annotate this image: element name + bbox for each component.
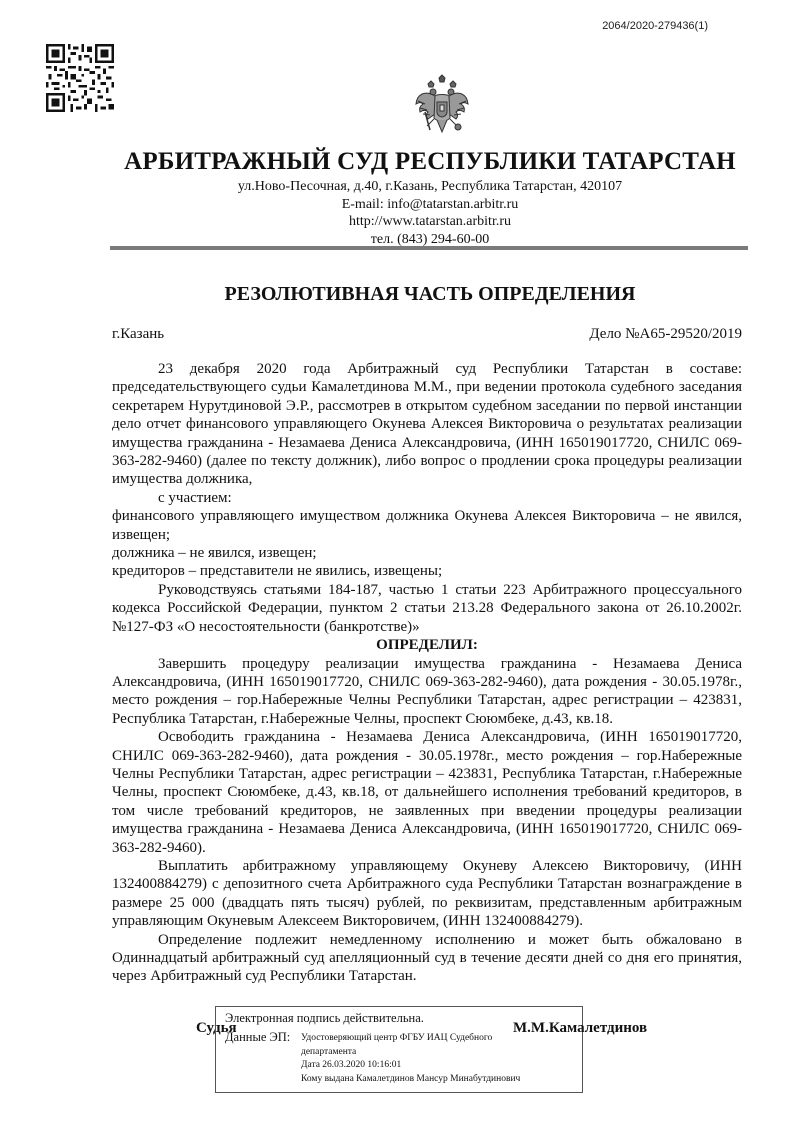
document-id: 2064/2020-279436(1) [602,20,708,32]
document-title: РЕЗОЛЮТИВНАЯ ЧАСТЬ ОПРЕДЕЛЕНИЯ [224,283,636,305]
esig-issued-to: Кому выдана Камалетдинов Мансур Минабутдинович [301,1073,521,1084]
esig-data-label: Данные ЭП: [225,1030,291,1044]
court-website: http://www.tatarstan.arbitr.ru [349,214,511,229]
ruling-heading: ОПРЕДЕЛИЛ: [376,637,478,654]
court-name: АРБИТРАЖНЫЙ СУД РЕСПУБЛИКИ ТАТАРСТАН [124,148,736,175]
appeal-paragraph: Определение подлежит немедленному исполнению и может быть обжаловано в Одиннадцатый арбитражный суд апелляционный суд в течение десяти дней со дня его принятия, через Арбитражный суд Республики Татарстан. [112,931,742,985]
esig-valid-text: Электронная подпись действительна. [225,1011,424,1025]
judge-label: Судья [196,1020,237,1036]
case-number: Дело №А65-29520/2019 [589,326,742,342]
esig-issuer-line1: Удостоверяющий центр ФГБУ ИАЦ Судебного [301,1033,493,1043]
city: г.Казань [112,326,165,342]
creditors-paragraph: кредиторов – представители не явились, извещены; [112,563,443,580]
ruling-paragraph-2: Освободить гражданина - Незамаева Дениса Александровича, (ИНН 165019017720, СНИЛС 069-363-282-9460), дата рождения - 30.05.1978г., место рождения – гор.Набережные Челны Республики Татарстан, адрес регистрации – 423831, Республика Татарстан, г.Набережные Челны, проспект Сююмбеке, д.43, кв.18, от дальнейшего исполнения требований кредиторов, в том числе требований кредиторов, не заявленных при введении процедуры реализации имущества гражданина - Незамаева Дениса Александровича, (ИНН 165019017720, СНИЛС 069-363-282-9460). [112,729,742,856]
legal-basis-paragraph: Руководствуясь статьями 184-187, частью 1 статьи 223 Арбитражного процессуального кодекса Российской Федерации, пунктом 2 статьи 213.28 Федерального закона от 26.10.2002г. №127-ФЗ «О несостоятельности (банкротстве)» [112,581,742,635]
esig-details [301,1032,520,1086]
esig-date: Дата 26.03.2020 10:16:01 [301,1060,402,1070]
court-email: E-mail: info@tatarstan.arbitr.ru [341,196,519,212]
ruling-paragraph-1: Завершить процедуру реализации имущества гражданина - Незамаева Дениса Александровича, (ИНН 165019017720, СНИЛС 069-363-282-9460), дата рождения - 30.05.1978г., место рождения – гор.Набережные Челны Республики Татарстан, адрес регистрации – 423831, Республика Татарстан, г.Набережные Челны, проспект Сююмбеке, д.43, кв.18. [112,655,742,727]
court-address: ул.Ново-Песочная, д.40, г.Казань, Республика Татарстан, 420107 [237,179,623,194]
intro-paragraph: 23 декабря 2020 года Арбитражный суд Республики Татарстан в составе: председательствующего судьи Камалетдинова М.М., при ведении протокола судебного заседания секретарем Нурутдиновой Э.Р., рассмотрев в открытом судебном заседании по первой инстанции дело отчет финансового управляющего Окунева Алексея Викторовича о результатах реализации имущества гражданина - Незамаева Дениса Александровича, (ИНН 165019017720, СНИЛС 069-363-282-9460) (далее по тексту должник), либо вопрос о продлении срока процедуры реализации имущества должника, [112,361,742,488]
document-meta [112,326,742,343]
court-contacts [0,178,800,248]
participation-paragraph: с участием: [158,489,232,506]
financial-manager-paragraph: финансового управляющего имуществом должника Окунева Алексея Викторовича – не явился, извещен; [112,508,742,543]
debtor-paragraph: должника – не явился, извещен; [112,545,317,562]
qr-code-icon [46,44,114,112]
document-body [112,360,742,986]
judge-name: М.М.Камалетдинов [513,1020,648,1036]
esig-issuer-line2: департамента [301,1046,357,1057]
ruling-paragraph-3: Выплатить арбитражному управляющему Окуневу Алексею Викторовичу, (ИНН 132400884279) с депозитного счета Арбитражного суда Республики Татарстан вознаграждение в размере 25 000 (двадцать пять тысяч) рублей, по реквизитам, представленным арбитражным управляющим Окуневым Алексеем Викторовичем, (ИНН 132400884279). [112,857,742,930]
coat-of-arms-icon [413,74,471,142]
court-phone: тел. (843) 294-60-00 [370,231,490,247]
header-separator [110,246,748,250]
